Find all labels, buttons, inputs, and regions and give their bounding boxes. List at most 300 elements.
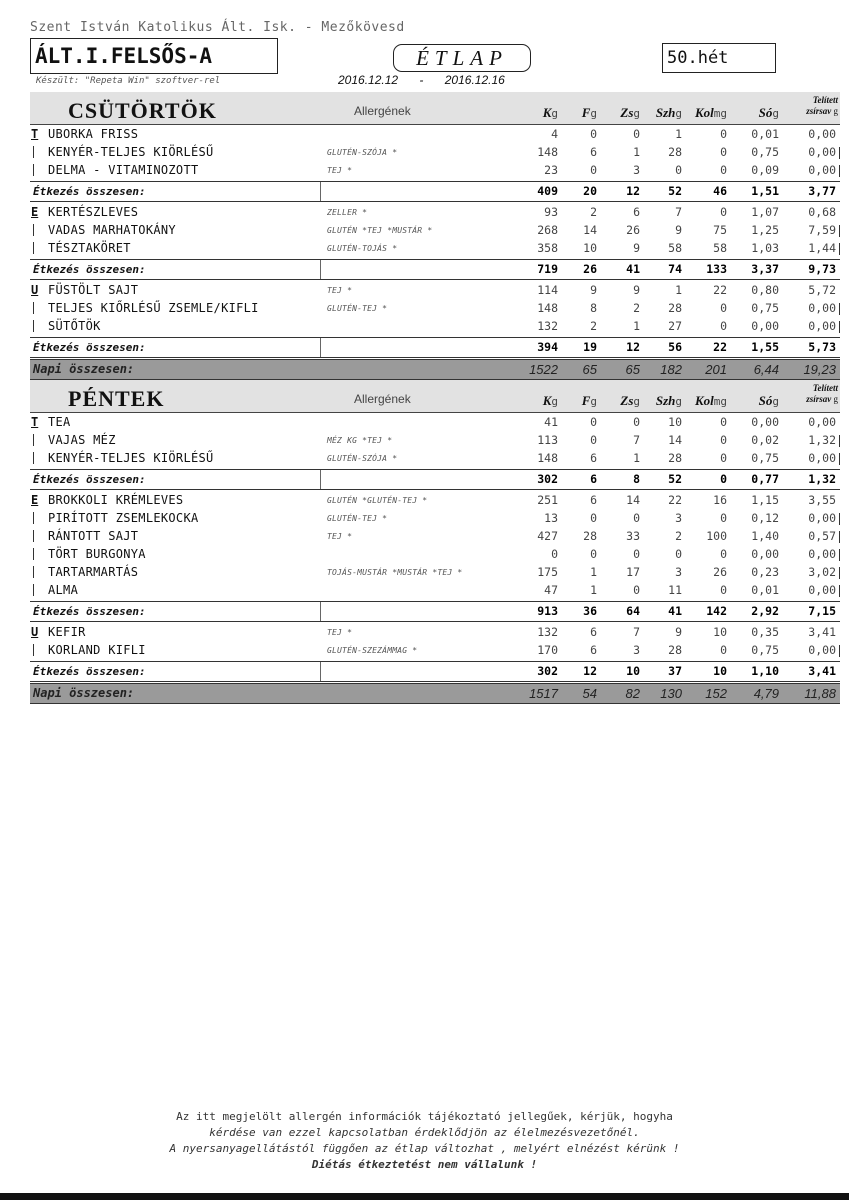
column-header (620, 393, 640, 409)
list-item (30, 413, 840, 431)
column-header-unit: g (633, 395, 640, 408)
value-cell: 3,55 (808, 493, 836, 507)
column-divider (320, 260, 321, 279)
day-header (30, 92, 840, 125)
row-rule (33, 224, 34, 236)
value-cell: 0,77 (751, 472, 779, 486)
saturated-fat-sublabel (806, 106, 838, 117)
value-cell: 0 (720, 127, 727, 141)
value-cell: 3 (633, 163, 640, 177)
value-cell: 10 (713, 625, 727, 639)
value-cell: 6,44 (753, 362, 779, 377)
row-rule (33, 320, 34, 332)
value-cell: 0 (590, 547, 597, 561)
column-header (582, 105, 597, 121)
value-cell: 0,01 (751, 127, 779, 141)
value-cell: 0,75 (751, 301, 779, 315)
value-cell: 22 (713, 340, 727, 354)
row-rule (839, 243, 840, 255)
value-cell: 268 (537, 223, 558, 237)
meal-marker: T (31, 127, 39, 141)
value-cell: 2 (590, 205, 597, 219)
day-total-row (30, 683, 840, 704)
row-rule (839, 453, 840, 465)
value-cell: 1,32 (808, 472, 836, 486)
value-cell: 0,75 (751, 145, 779, 159)
meal-marker: U (31, 625, 39, 639)
column-header (656, 105, 682, 121)
value-cell: 175 (537, 565, 558, 579)
value-cell: 0,35 (751, 625, 779, 639)
value-cell: 148 (537, 145, 558, 159)
value-cell: 41 (626, 262, 640, 276)
value-cell: 3,37 (751, 262, 779, 276)
column-header-label: Zs (620, 105, 634, 120)
value-cell: 9 (633, 283, 640, 297)
value-cell: 0 (720, 643, 727, 657)
value-cell: 409 (537, 184, 558, 198)
meal-total-row (30, 469, 840, 490)
value-cell: 0 (633, 583, 640, 597)
value-cell: 41 (668, 604, 682, 618)
meal-marker: T (31, 415, 39, 429)
value-cell: 0 (551, 547, 558, 561)
item-allergens: TEJ * (327, 628, 353, 637)
value-cell: 0,09 (751, 163, 779, 177)
value-cell: 2 (633, 301, 640, 315)
value-cell: 182 (660, 362, 682, 377)
value-cell: 28 (668, 145, 682, 159)
item-name: KERTÉSZLEVES (48, 205, 139, 219)
value-cell: 3,77 (808, 184, 836, 198)
value-cell: 719 (537, 262, 558, 276)
item-name: KEFIR (48, 625, 86, 639)
value-cell: 64 (626, 604, 640, 618)
item-name: RÁNTOTT SAJT (48, 529, 139, 543)
value-cell: 0,00 (808, 643, 836, 657)
saturated-fat-header (806, 383, 838, 405)
value-cell: 0,00 (808, 547, 836, 561)
value-cell: 7 (675, 205, 682, 219)
meal-marker: E (31, 493, 39, 507)
value-cell: 0 (590, 127, 597, 141)
column-header (759, 105, 779, 121)
value-cell: 1,55 (751, 340, 779, 354)
item-name: SÜTŐTÖK (48, 319, 101, 333)
value-cell: 100 (706, 529, 727, 543)
value-cell: 1,51 (751, 184, 779, 198)
value-cell: 16 (713, 493, 727, 507)
value-cell: 0,80 (751, 283, 779, 297)
value-cell: 201 (705, 362, 727, 377)
value-cell: 113 (537, 433, 558, 447)
value-cell: 0,00 (808, 145, 836, 159)
list-item (30, 449, 840, 467)
item-allergens: GLUTÉN *GLUTÉN-TEJ * (327, 496, 428, 505)
value-cell: 0 (675, 547, 682, 561)
value-cell: 142 (706, 604, 727, 618)
value-cell: 1,32 (808, 433, 836, 447)
value-cell: 11 (668, 583, 682, 597)
value-cell: 10 (713, 664, 727, 678)
list-item (30, 317, 840, 335)
scan-edge (0, 1193, 849, 1200)
saturated-fat-label: Telített (812, 383, 838, 393)
value-cell: 6 (590, 625, 597, 639)
value-cell: 3 (675, 565, 682, 579)
value-cell: 302 (537, 664, 558, 678)
column-header-label: Kol (694, 393, 714, 408)
value-cell: 0 (633, 415, 640, 429)
fatty-acid-label: zsírsav (806, 106, 832, 116)
item-name: BROKKOLI KRÉMLEVES (48, 493, 184, 507)
column-header (543, 105, 558, 121)
value-cell: 26 (583, 262, 597, 276)
list-item (30, 527, 840, 545)
value-cell: 427 (537, 529, 558, 543)
row-rule (33, 164, 34, 176)
value-cell: 251 (537, 493, 558, 507)
value-cell: 12 (583, 664, 597, 678)
value-cell: 1 (633, 319, 640, 333)
allergen-column-header: Allergének (354, 104, 411, 118)
meal-total-label: Étkezés összesen: (33, 605, 146, 618)
value-cell: 5,73 (808, 340, 836, 354)
value-cell: 152 (705, 686, 727, 701)
value-cell: 26 (626, 223, 640, 237)
column-header (620, 105, 640, 121)
value-cell: 0,68 (808, 205, 836, 219)
value-cell: 0,00 (808, 319, 836, 333)
menu-table (30, 92, 840, 704)
date-from: 2016.12.12 (338, 73, 399, 87)
item-allergens: ZELLER * (327, 208, 368, 217)
value-cell: 0,00 (808, 127, 836, 141)
item-name: DELMA - VITAMINOZOTT (48, 163, 199, 177)
row-rule (839, 585, 840, 597)
value-cell: 28 (668, 643, 682, 657)
value-cell: 1 (633, 145, 640, 159)
value-cell: 1522 (529, 362, 558, 377)
footer-line: Az itt megjelölt allergén információk tájékoztató jellegűek, kérjük, hogyha (176, 1110, 673, 1123)
list-item (30, 143, 840, 161)
value-cell: 8 (633, 472, 640, 486)
value-cell: 0 (720, 145, 727, 159)
value-cell: 0 (633, 127, 640, 141)
value-cell: 6 (633, 205, 640, 219)
value-cell: 1,10 (751, 664, 779, 678)
column-header-label: Só (758, 393, 773, 408)
row-rule (839, 147, 840, 159)
column-header (582, 393, 597, 409)
value-cell: 0,00 (808, 511, 836, 525)
column-header (656, 393, 682, 409)
value-cell: 0 (720, 415, 727, 429)
day-header (30, 380, 840, 413)
value-cell: 0,00 (808, 583, 836, 597)
column-header-label: Szh (655, 393, 676, 408)
column-header-label: Zs (620, 393, 634, 408)
list-item (30, 581, 840, 599)
value-cell: 33 (626, 529, 640, 543)
item-name: TÖRT BURGONYA (48, 547, 146, 561)
value-cell: 0,57 (808, 529, 836, 543)
value-cell: 1,44 (808, 241, 836, 255)
value-cell: 3,02 (808, 565, 836, 579)
value-cell: 6 (590, 145, 597, 159)
row-rule (839, 435, 840, 447)
value-cell: 19 (583, 340, 597, 354)
meal-total-row (30, 601, 840, 622)
day-total-label: Napi összesen: (33, 686, 135, 700)
fatty-acid-label: zsírsav (806, 394, 832, 404)
row-rule (33, 548, 34, 560)
row-rule (33, 566, 34, 578)
week-number: 50.hét (662, 43, 776, 73)
item-allergens: GLUTÉN-TEJ * (327, 304, 388, 313)
meal-total-label: Étkezés összesen: (33, 263, 146, 276)
list-item (30, 431, 840, 449)
value-cell: 133 (706, 262, 727, 276)
column-divider (320, 470, 321, 489)
saturated-fat-label: Telített (812, 95, 838, 105)
value-cell: 0,12 (751, 511, 779, 525)
value-cell: 6 (590, 472, 597, 486)
item-name: TÉSZTAKÖRET (48, 241, 131, 255)
value-cell: 1 (675, 127, 682, 141)
item-allergens: GLUTÉN-TOJÁS * (327, 244, 398, 253)
list-item (30, 491, 840, 509)
column-header-label: F (581, 105, 591, 120)
row-rule (839, 303, 840, 315)
value-cell: 11,88 (804, 686, 836, 701)
saturated-fat-sublabel (806, 394, 838, 405)
value-cell: 2,92 (751, 604, 779, 618)
list-item (30, 509, 840, 527)
value-cell: 12 (626, 184, 640, 198)
value-cell: 17 (626, 565, 640, 579)
value-cell: 0 (720, 433, 727, 447)
value-cell: 28 (583, 529, 597, 543)
value-cell: 75 (713, 223, 727, 237)
column-header (543, 393, 558, 409)
value-cell: 132 (537, 625, 558, 639)
value-cell: 0 (720, 547, 727, 561)
meal-total-label: Étkezés összesen: (33, 185, 146, 198)
value-cell: 4,79 (753, 686, 779, 701)
footer-line: A nyersanyagellátástól függően az étlap változhat , melyért elnézést kérünk ! (169, 1142, 680, 1155)
list-item (30, 125, 840, 143)
value-cell: 7 (633, 433, 640, 447)
value-cell: 22 (668, 493, 682, 507)
meal-total-row (30, 337, 840, 358)
value-cell: 3 (633, 643, 640, 657)
item-name: TARTARMARTÁS (48, 565, 139, 579)
column-header-unit: mg (713, 107, 727, 120)
value-cell: 1,25 (751, 223, 779, 237)
column-header-label: Kol (694, 105, 714, 120)
item-name: TELJES KIŐRLÉSŰ ZSEMLE/KIFLI (48, 301, 259, 315)
value-cell: 5,72 (808, 283, 836, 297)
value-cell: 9 (675, 625, 682, 639)
column-header-unit: g (590, 395, 597, 408)
item-name: TEA (48, 415, 71, 429)
value-cell: 14 (583, 223, 597, 237)
value-cell: 0 (720, 163, 727, 177)
date-to: 2016.12.16 (444, 73, 505, 87)
item-allergens: MÉZ KG *TEJ * (327, 436, 393, 445)
value-cell: 65 (582, 362, 597, 377)
value-cell: 3,41 (808, 625, 836, 639)
value-cell: 58 (713, 241, 727, 255)
value-cell: 56 (668, 340, 682, 354)
list-item (30, 161, 840, 179)
value-cell: 0,00 (808, 415, 836, 429)
value-cell: 9,73 (808, 262, 836, 276)
class-name: ÁLT.I.FELSŐS-A (30, 38, 278, 74)
value-cell: 7 (633, 625, 640, 639)
row-rule (839, 549, 840, 561)
column-header-label: Só (758, 105, 773, 120)
item-allergens: GLUTÉN-SZEZÁMMAG * (327, 646, 418, 655)
value-cell: 3 (675, 511, 682, 525)
school-name: Szent István Katolikus Ált. Isk. - Mezőkövesd (30, 20, 405, 35)
value-cell: 52 (668, 472, 682, 486)
meal-marker: E (31, 205, 39, 219)
value-cell: 0 (720, 451, 727, 465)
value-cell: 0 (590, 511, 597, 525)
value-cell: 14 (626, 493, 640, 507)
column-header-unit: g (551, 107, 558, 120)
item-name: KENYÉR-TELJES KIÖRLÉSŰ (48, 145, 214, 159)
list-item (30, 641, 840, 659)
row-rule (33, 644, 34, 656)
list-item (30, 281, 840, 299)
value-cell: 0,75 (751, 451, 779, 465)
value-cell: 0,00 (751, 415, 779, 429)
value-cell: 14 (668, 433, 682, 447)
column-header-unit: g (772, 395, 779, 408)
value-cell: 10 (583, 241, 597, 255)
value-cell: 0,00 (751, 547, 779, 561)
value-cell: 10 (626, 664, 640, 678)
value-cell: 394 (537, 340, 558, 354)
date-separator: - (419, 73, 424, 87)
value-cell: 1,15 (751, 493, 779, 507)
value-cell: 46 (713, 184, 727, 198)
value-cell: 0 (720, 319, 727, 333)
value-cell: 1 (675, 283, 682, 297)
column-header-label: F (581, 393, 591, 408)
value-cell: 0 (590, 163, 597, 177)
column-header (759, 393, 779, 409)
day-name: PÉNTEK (68, 386, 165, 411)
value-cell: 74 (668, 262, 682, 276)
meal-marker: U (31, 283, 39, 297)
list-item (30, 563, 840, 581)
value-cell: 0,75 (751, 643, 779, 657)
item-name: PIRÍTOTT ZSEMLEKOCKA (48, 511, 199, 525)
value-cell: 0,00 (751, 319, 779, 333)
row-rule (33, 146, 34, 158)
value-cell: 9 (633, 241, 640, 255)
column-header (695, 105, 727, 121)
value-cell: 1,07 (751, 205, 779, 219)
item-name: VADAS MARHATOKÁNY (48, 223, 176, 237)
column-divider (320, 338, 321, 357)
value-cell: 9 (675, 223, 682, 237)
item-allergens: GLUTÉN-SZÓJA * (327, 454, 398, 463)
value-cell: 0 (720, 301, 727, 315)
row-rule (839, 225, 840, 237)
list-item (30, 239, 840, 257)
value-cell: 65 (625, 362, 640, 377)
value-cell: 302 (537, 472, 558, 486)
value-cell: 7,15 (808, 604, 836, 618)
column-divider (320, 602, 321, 621)
value-cell: 0,02 (751, 433, 779, 447)
value-cell: 93 (544, 205, 558, 219)
item-allergens: TEJ * (327, 532, 353, 541)
value-cell: 0,00 (808, 451, 836, 465)
list-item (30, 299, 840, 317)
column-header-label: Szh (655, 105, 676, 120)
value-cell: 20 (583, 184, 597, 198)
value-cell: 1517 (529, 686, 558, 701)
value-cell: 148 (537, 451, 558, 465)
value-cell: 132 (537, 319, 558, 333)
column-header (695, 393, 727, 409)
item-allergens: GLUTÉN *TEJ *MUSTÁR * (327, 226, 433, 235)
value-cell: 2 (675, 529, 682, 543)
value-cell: 2 (590, 319, 597, 333)
value-cell: 82 (625, 686, 640, 701)
item-name: ALMA (48, 583, 79, 597)
column-header-unit: mg (713, 395, 727, 408)
value-cell: 0,01 (751, 583, 779, 597)
item-name: VAJAS MÉZ (48, 433, 116, 447)
row-rule (33, 434, 34, 446)
value-cell: 47 (544, 583, 558, 597)
fatty-acid-unit: g (833, 394, 838, 404)
value-cell: 27 (668, 319, 682, 333)
value-cell: 54 (582, 686, 597, 701)
footer-note (0, 1109, 849, 1173)
meal-total-label: Étkezés összesen: (33, 473, 146, 486)
footer-line: Diétás étkeztetést nem vállalunk ! (311, 1158, 538, 1171)
value-cell: 28 (668, 451, 682, 465)
row-rule (839, 531, 840, 543)
day-total-row (30, 359, 840, 380)
value-cell: 13 (544, 511, 558, 525)
row-rule (33, 512, 34, 524)
value-cell: 1 (590, 565, 597, 579)
meal-total-row (30, 661, 840, 682)
row-rule (33, 302, 34, 314)
value-cell: 0 (590, 433, 597, 447)
row-rule (33, 452, 34, 464)
row-rule (33, 530, 34, 542)
date-range (338, 73, 505, 87)
column-divider (320, 182, 321, 201)
row-rule (839, 645, 840, 657)
meal-total-label: Étkezés összesen: (33, 665, 146, 678)
item-name: UBORKA FRISS (48, 127, 139, 141)
value-cell: 0,00 (808, 163, 836, 177)
value-cell: 0 (633, 547, 640, 561)
item-name: KORLAND KIFLI (48, 643, 146, 657)
item-allergens: TEJ * (327, 166, 353, 175)
